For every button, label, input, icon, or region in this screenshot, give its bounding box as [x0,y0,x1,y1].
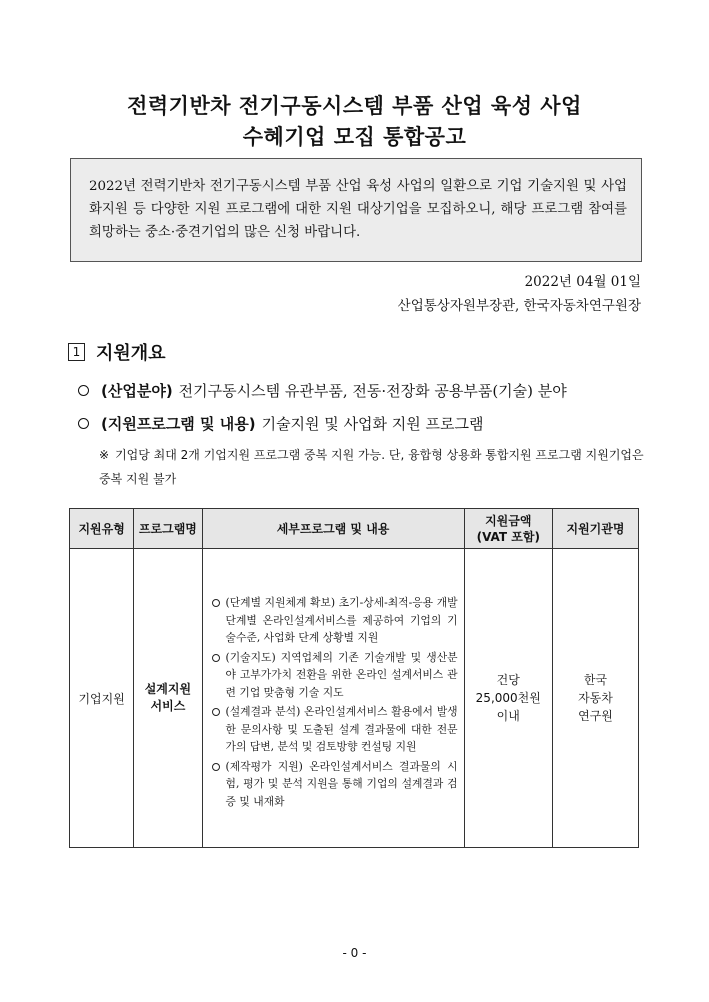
bullet-key: (지원프로그램 및 내용) [101,415,256,433]
announcement-signer: 산업통상자원부장관, 한국자동차연구원장 [397,298,641,314]
cell-amount: 건당 25,000천원 이내 [464,549,552,848]
table-header-row [70,509,639,549]
header-amount: 지원금액 (VAT 포함) [464,509,552,549]
note-text: 기업당 최대 2개 기업지원 프로그램 중복 지원 가능. 단, 융합형 상용화 통합지원 프로그램 지원기업은 중복 지원 불가 [99,448,644,486]
announcement-date: 2022년 04월 01일 [524,274,641,290]
table-row [70,549,639,848]
document-title-line1: 전력기반차 전기구동시스템 부품 산업 육성 사업 [127,94,582,118]
circle-bullet-icon [212,599,220,607]
list-item [212,649,458,702]
list-item [212,703,458,756]
list-item-text: (단계별 지원체계 확보) 초기-상세-최적-응용 개발 단계별 온라인설계서비스를 제공하여 기업의 기술수준, 사업화 단계 상황별 지원 [225,596,458,644]
bullet-circle-icon [78,418,89,429]
detail-list [203,576,464,820]
note-mark: ※ [99,448,110,462]
bullet-text: 전기구동시스템 유관부품, 전동·전장화 공용부품(기술) 분야 [178,382,567,400]
list-item-text: (설계결과 분석) 온라인설계서비스 활용에서 발생한 문의사항 및 도출된 설계 결과물에 대한 전문가의 답변, 분석 및 검토방향 컨설팅 지원 [225,705,458,753]
bullet-text: 기술지원 및 사업화 지원 프로그램 [261,415,484,433]
document-title-line2: 수혜기업 모집 통합공고 [242,125,467,149]
list-item-text: (기술지도) 지역업체의 기존 기술개발 및 생산분야 고부가가치 전환을 위한 온라인 설계서비스 관련 기업 맞춤형 기술 지도 [225,650,458,699]
bullet-industry-field [78,380,567,401]
bullet-circle-icon [78,385,89,396]
note [99,443,644,491]
bullet-support-program [78,413,484,434]
header-support-type: 지원유형 [70,509,134,549]
circle-bullet-icon [212,708,220,716]
cell-program-name: 설계지원 서비스 [134,549,202,848]
header-program-name: 프로그램명 [134,509,202,549]
circle-bullet-icon [212,654,220,662]
list-item [212,758,458,811]
page-number: - 0 - [342,946,367,960]
list-item-text: (제작평가 지원) 온라인설계서비스 결과물의 시험, 평가 및 분석 지원을 통해 기업의 설계결과 검증 및 내재화 [225,759,458,808]
support-table [69,508,639,848]
section-title: 지원개요 [96,343,166,364]
cell-support-type: 기업지원 [70,549,134,848]
list-item [212,594,458,647]
header-details: 세부프로그램 및 내용 [202,509,464,549]
section-number-box: 1 [68,343,85,361]
intro-box: 2022년 전력기반차 전기구동시스템 부품 산업 육성 사업의 일환으로 기업 기술지원 및 사업화지원 등 다양한 지원 프로그램에 대한 지원 대상기업을 모집하오니, 해당 프로그램 참여를 희망하는 중소·중견기업의 많은 신청 바랍니다. [70,158,642,262]
cell-details [202,549,464,848]
circle-bullet-icon [212,763,220,771]
section-heading [68,339,166,365]
bullet-key: (산업분야) [101,382,173,400]
header-agency: 지원기관명 [552,509,638,549]
cell-agency: 한국 자동차 연구원 [552,549,638,848]
